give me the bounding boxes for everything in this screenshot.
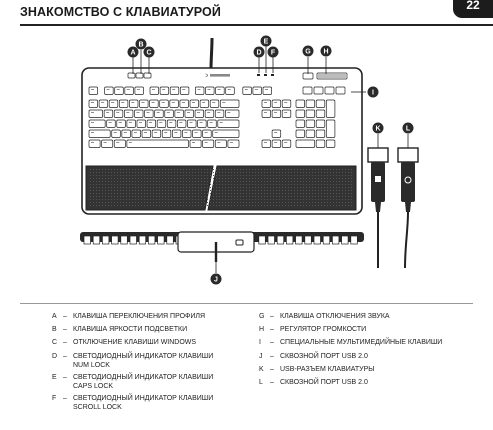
key [102,140,113,147]
key [89,110,103,117]
front-key [332,236,339,244]
key [140,100,149,107]
callout-h [321,46,332,57]
key [206,87,215,94]
legend-item-d: D – СВЕТОДИОДНЫЙ ИНДИКАТОР КЛАВИШИ NUM LOCK [52,352,214,370]
callout-l [403,123,414,134]
key [177,120,186,127]
led-indicator [257,74,260,76]
key [160,100,169,107]
media-key [336,87,345,94]
legend-separator [20,303,473,304]
page-title: ЗНАКОМСТВО С КЛАВИАТУРОЙ [20,5,221,19]
front-key [305,236,312,244]
legend-item-a: A – КЛАВИША ПЕРЕКЛЮЧЕНИЯ ПРОФИЛЯ [52,313,206,320]
key [187,120,196,127]
numpad-key [296,110,305,117]
usb-plug-l [398,148,418,268]
key [190,140,201,147]
front-key [139,236,146,244]
key [182,130,191,137]
key [170,87,179,94]
numpad-key [296,130,305,137]
key [124,110,133,117]
legend-item-e: E – СВЕТОДИОДНЫЙ ИНДИКАТОР КЛАВИШИ CAPS LOCK [52,373,214,391]
key [210,100,219,107]
key [272,110,281,117]
callout-j [211,274,222,285]
callout-b [136,39,147,50]
svg-text:J: J [214,276,218,284]
key [112,130,121,137]
key [243,87,252,94]
key [228,140,239,147]
keyboard-top-view [82,68,362,214]
key [200,100,209,107]
key [195,110,204,117]
key [282,140,291,147]
legend-item-f: F – СВЕТОДИОДНЫЙ ИНДИКАТОР КЛАВИШИ SCROLL LOCK [52,394,214,412]
numpad-key [296,140,315,147]
numpad-key [306,110,315,117]
numpad-key [296,100,305,107]
front-key [148,236,155,244]
svg-text:H: H [323,48,329,56]
top-button [128,73,135,78]
legend-item-c: C – ОТКЛЮЧЕНИЕ КЛАВИШИ WINDOWS [52,339,197,347]
keyboard-front-view [80,232,364,262]
numpad-key [326,120,335,137]
wrist-rest [86,166,356,210]
front-key [286,236,293,244]
key [155,110,164,117]
front-key [102,236,109,244]
legend-item-h: H – РЕГУЛЯТОР ГРОМКОСТИ [259,326,367,334]
key [152,130,161,137]
key [125,87,134,94]
usb-plug-k [368,148,388,268]
front-key [93,236,100,244]
led-indicator [271,74,274,76]
key [109,100,118,107]
numpad-key [306,120,315,127]
key [198,120,207,127]
key [225,110,239,117]
legend-item-b: B – КЛАВИША ЯРКОСТИ ПОДСВЕТКИ [52,326,188,334]
key [119,100,128,107]
callout-d [254,47,265,58]
key [263,87,272,94]
key [193,130,202,137]
key [127,120,136,127]
top-button [144,73,151,78]
key [145,110,154,117]
key [89,140,100,147]
numpad-key [316,120,325,127]
led-indicator [264,74,267,76]
key [114,110,123,117]
legend-item-i: I – СПЕЦИАЛЬНЫЕ МУЛЬТИМЕДИЙНЫЕ КЛАВИШИ [259,339,443,347]
key [89,120,105,127]
key [105,87,114,94]
front-key [84,236,91,244]
callout-i [368,87,379,98]
front-key [121,236,128,244]
svg-text:B: B [138,41,144,49]
legend-item-l: L – СКВОЗНОЙ ПОРТ USB 2.0 [259,379,368,387]
key [180,100,189,107]
key [132,130,141,137]
numpad-key [316,140,325,147]
numpad-key [306,100,315,107]
key [272,100,281,107]
front-key [259,236,266,244]
svg-text:D: D [256,49,262,57]
key [203,140,214,147]
key [167,120,176,127]
key [147,120,156,127]
key [142,130,151,137]
front-key [112,236,119,244]
key [157,120,166,127]
key [89,87,98,94]
key [107,120,116,127]
callout-g [303,46,314,57]
key [117,120,126,127]
key [89,130,110,137]
key [165,110,174,117]
numpad-key [326,140,335,147]
key [134,110,143,117]
svg-text:F: F [270,49,276,57]
key [190,100,199,107]
key [114,140,125,147]
key [253,87,262,94]
svg-text:L: L [405,125,411,133]
key [226,87,235,94]
key [262,140,271,147]
key [272,140,281,147]
key [282,100,291,107]
svg-text:K: K [375,125,381,133]
svg-text:G: G [305,48,311,56]
key [205,110,214,117]
callout-a [128,47,139,58]
key [89,100,98,107]
key [150,100,159,107]
key [137,120,146,127]
key [129,100,138,107]
logo-wordmark [210,74,230,77]
svg-text:A: A [130,49,136,57]
callout-c [144,47,155,58]
front-key [351,236,358,244]
callout-e [261,36,272,47]
key [175,110,184,117]
front-key [323,236,330,244]
page-number: 22 [466,0,480,12]
front-key [296,236,303,244]
front-key [314,236,321,244]
key [122,130,131,137]
numpad-key [326,100,335,117]
callout-k [373,123,384,134]
key [99,100,108,107]
key [215,110,224,117]
key [218,120,239,127]
key [215,140,226,147]
front-key [277,236,284,244]
front-key [342,236,349,244]
key [170,100,179,107]
front-key [167,236,174,244]
key [262,110,271,117]
key [172,130,181,137]
key [282,110,291,117]
top-button [136,73,143,78]
key [162,130,171,137]
key [160,87,169,94]
volume-roller [317,73,347,79]
key [203,130,212,137]
legend-right-column [259,312,489,391]
key [135,87,144,94]
legend-item-k: K – USB-РАЗЪЕМ КЛАВИАТУРЫ [259,365,375,373]
svg-text:E: E [263,38,269,46]
media-key [303,87,312,94]
key [185,110,194,117]
svg-text:I: I [372,89,374,97]
legend-item-g: G – КЛАВИША ОТКЛЮЧЕНИЯ ЗВУКА [259,313,390,320]
key [150,87,159,94]
key [104,110,113,117]
callout-f [268,47,279,58]
key [127,140,189,147]
svg-text:C: C [146,49,152,57]
key [272,130,281,137]
numpad-key [296,120,305,127]
front-key [268,236,275,244]
key [208,120,217,127]
front-key [130,236,137,244]
key [262,100,271,107]
numpad-key [306,130,315,137]
legend-left-column [52,312,252,415]
key [180,87,189,94]
numpad-key [316,110,325,117]
key [216,87,225,94]
front-key [158,236,165,244]
key [195,87,204,94]
legend-item-j: J – СКВОЗНОЙ ПОРТ USB 2.0 [259,352,368,360]
numpad-key [316,130,325,137]
key [115,87,124,94]
key [213,130,239,137]
media-key [314,87,323,94]
key [220,100,239,107]
numpad-key [316,100,325,107]
media-key [325,87,334,94]
